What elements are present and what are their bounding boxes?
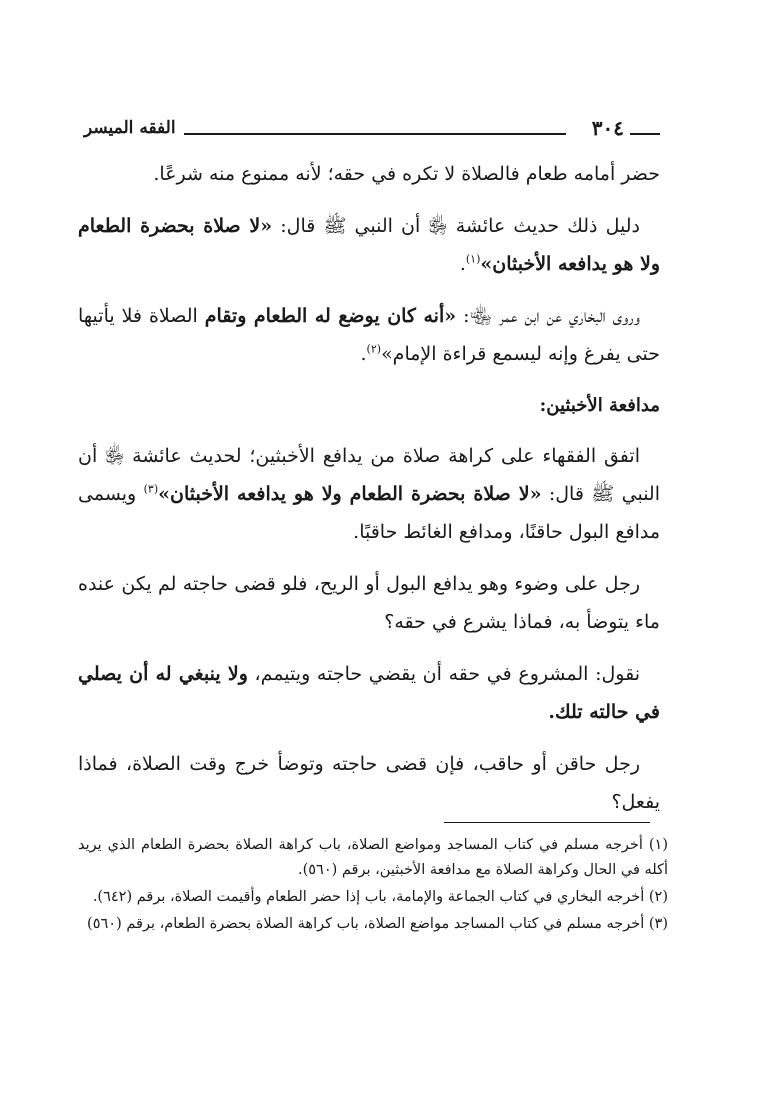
footnote-ref-2[interactable]: (٢) xyxy=(366,342,382,356)
header-rule xyxy=(184,133,566,135)
paragraph-evidence-aisha xyxy=(78,207,660,283)
punctuation: . xyxy=(360,343,367,365)
paragraph-text-rest: ويسمى مدافع البول حاقنًا، ومدافع الغائط حاقبًا. xyxy=(78,483,660,543)
footnote-1: (١) أخرجه مسلم في كتاب المساجد ومواضع الصلاة، باب كراهة الصلاة بحضرة الطعام الذي يريد أكله في الحال وكراهة الصلاة مع مدافعة الأخبثين، برقم (٥٦٠). xyxy=(78,837,668,878)
running-header xyxy=(72,118,660,146)
punctuation: . xyxy=(459,253,466,275)
book-title: الفقه الميسر xyxy=(84,118,176,138)
main-text xyxy=(78,155,660,835)
footnotes xyxy=(78,833,668,939)
section-heading: مدافعة الأخبثين: xyxy=(539,395,660,416)
paragraph-text-rest: الصلاة فلا يأتيها حتى يفرغ وإنه ليسمع قراءة الإمام» xyxy=(78,305,660,365)
paragraph-question-2: رجل حاقن أو حاقب، فإن قضى حاجته وتوضأ خرج وقت الصلاة، فماذا يفعل؟ xyxy=(78,753,660,813)
footnote-ref-1[interactable]: (١) xyxy=(465,252,481,266)
paragraph-bukhari xyxy=(78,297,660,373)
paragraph-continued: حضر أمامه طعام فالصلاة لا تكره في حقه؛ لأنه ممنوع منه شرعًا. xyxy=(153,163,660,185)
paragraph-scholars xyxy=(78,437,660,551)
paragraph-text: وروى البخاري عن ابن عمر ﵄: xyxy=(456,305,640,327)
footnote-ref-3[interactable]: (٣) xyxy=(143,482,159,496)
footnote-3: (٣) أخرجه مسلم في كتاب المساجد مواضع الصلاة، باب كراهة الصلاة بحضرة الطعام، برقم (٥٦٠) xyxy=(87,916,668,932)
paragraph-question-1: رجل على وضوء وهو يدافع البول أو الريح، فلو قضى حاجته لم يكن عنده ماء يتوضأ به، فماذا يشرع في حقه؟ xyxy=(78,573,660,633)
paragraph-text: اتفق الفقهاء على كراهة صلاة من يدافع الأخبثين؛ لحديث عائشة ﵂ أن النبي ﷺ قال: xyxy=(78,445,660,505)
paragraph-answer xyxy=(78,655,660,731)
paragraph-text: دليل ذلك حديث عائشة ﵂ أن النبي ﷺ قال: xyxy=(272,215,640,237)
answer-emphasis: ولا ينبغي له أن يصلي في حالته تلك. xyxy=(78,663,660,723)
footnote-separator xyxy=(444,822,650,823)
page-number: ٣٠٤ xyxy=(591,116,624,140)
footnote-2: (٢) أخرجه البخاري في كتاب الجماعة والإمامة، باب إذا حضر الطعام وأقيمت الصلاة، برقم (٦٤٢). xyxy=(92,889,668,905)
paragraph-text: نقول: المشروع في حقه أن يقضي حاجته ويتيمم، xyxy=(247,663,640,685)
hadith-quote: «لا صلاة بحضرة الطعام ولا هو يدافعه الأخبثان» xyxy=(158,483,542,505)
hadith-quote: «أنه كان يوضع له الطعام وتقام xyxy=(204,305,457,327)
hadith-quote: «لا صلاة بحضرة الطعام ولا هو يدافعه الأخبثان» xyxy=(78,215,660,275)
header-rule-right xyxy=(630,133,660,135)
